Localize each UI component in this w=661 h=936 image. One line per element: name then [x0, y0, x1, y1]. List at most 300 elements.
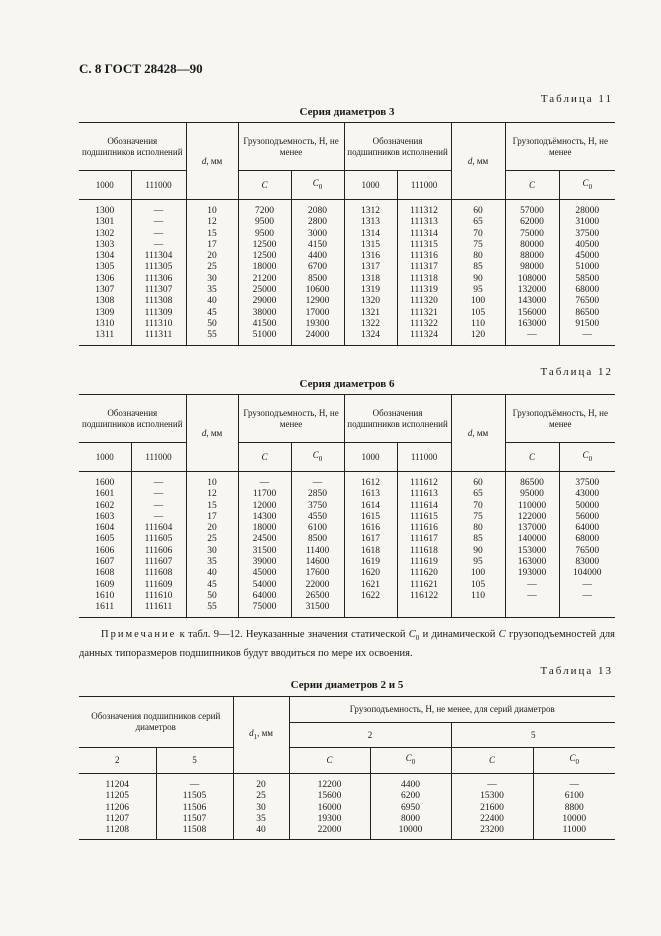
table-cell: 111612: [397, 472, 451, 490]
table-cell: 85: [451, 262, 505, 273]
table-cell: 95: [451, 285, 505, 296]
table-cell: 40: [186, 296, 238, 307]
table-cell: 111614: [397, 501, 451, 512]
table-cell: 70: [451, 501, 505, 512]
table-cell: [397, 602, 451, 617]
table-row: [79, 217, 615, 228]
table-cell: 30: [186, 546, 238, 557]
table-cell: 75000: [238, 602, 291, 617]
table-cell: —: [131, 240, 186, 251]
header-111000: 111000: [397, 171, 451, 200]
table-cell: —: [131, 229, 186, 240]
table-cell: 1610: [95, 590, 115, 601]
table-cell: 1603: [95, 511, 115, 522]
table-cell: 111618: [397, 546, 451, 557]
table-cell: 111309: [131, 308, 186, 319]
table-cell: 1621: [344, 580, 397, 591]
table-cell: 122000: [505, 512, 559, 523]
table-cell: 111615: [397, 512, 451, 523]
table-cell: 105: [451, 308, 505, 319]
header-1000: 1000: [344, 171, 397, 200]
header-c: C: [451, 748, 533, 774]
table-cell: 1602: [95, 500, 115, 511]
table-cell: [505, 602, 559, 617]
table-cell: 90: [451, 274, 505, 285]
table-cell: 4550: [291, 512, 344, 523]
table-cell: 39000: [238, 557, 291, 568]
table-cell: 21600: [451, 803, 533, 814]
table-cell: 40: [233, 825, 289, 840]
table-cell: 1306: [95, 273, 115, 284]
table-cell: 111613: [397, 489, 451, 500]
table-cell: [451, 602, 505, 617]
table-cell: 111616: [397, 523, 451, 534]
table-cell: 1620: [344, 568, 397, 579]
table-cell: 1616: [344, 523, 397, 534]
table-cell: 11507: [156, 814, 233, 825]
table-cell: 15: [186, 229, 238, 240]
header-designation: Обозначения подшипников исполнений: [344, 395, 451, 443]
table-12: [79, 394, 615, 618]
table-cell: 1310: [95, 318, 115, 329]
table-cell: 35: [186, 557, 238, 568]
table-cell: 11700: [238, 489, 291, 500]
table-cell: [559, 602, 615, 617]
table-cell: 18000: [238, 523, 291, 534]
table-cell: 2850: [291, 489, 344, 500]
table-cell: 51000: [559, 262, 615, 273]
header-c: C: [238, 171, 291, 200]
table-cell: 85: [451, 534, 505, 545]
table-cell: 17600: [291, 568, 344, 579]
table-cell: —: [238, 472, 291, 490]
table-cell: 111609: [131, 580, 186, 591]
table-13-label: Таблица 13: [540, 665, 613, 677]
table-11-label: Таблица 11: [540, 93, 613, 105]
table-cell: 100: [451, 296, 505, 307]
table-cell: 1614: [344, 501, 397, 512]
table-cell: 111318: [397, 274, 451, 285]
table-row: [79, 591, 615, 602]
table-cell: 50000: [559, 501, 615, 512]
table-cell: 50: [186, 319, 238, 330]
table-cell: 29000: [238, 296, 291, 307]
table-cell: 54000: [238, 580, 291, 591]
table-cell: 1618: [344, 546, 397, 557]
table-row: [79, 814, 615, 825]
table-cell: —: [291, 472, 344, 490]
table-cell: 6950: [370, 803, 451, 814]
table-cell: 45000: [559, 251, 615, 262]
table-cell: 111311: [131, 330, 186, 345]
table-cell: —: [559, 330, 615, 345]
table-cell: 120: [451, 330, 505, 345]
table-cell: 1605: [95, 534, 115, 545]
table-cell: 111319: [397, 285, 451, 296]
table-cell: 76500: [559, 546, 615, 557]
table-row: [79, 534, 615, 545]
table-row: [79, 501, 615, 512]
table-cell: 1604: [95, 523, 115, 534]
table-cell: 11506: [156, 803, 233, 814]
table-cell: 111621: [397, 580, 451, 591]
table-cell: 1608: [95, 568, 115, 579]
table-cell: 86500: [559, 308, 615, 319]
table-cell: 90: [451, 546, 505, 557]
header-series-2: 2: [79, 748, 156, 774]
note-text: к табл. 9—12. Неуказанные значения статической $C_0$ и динамической C грузоподъемностей для данных типоразмеров подшипников будут вводиться по мере их освоения.: [79, 629, 616, 660]
table-cell: 1314: [344, 229, 397, 240]
table-cell: 76500: [559, 296, 615, 307]
table-cell: 1301: [95, 217, 115, 228]
table-cell: 1322: [344, 319, 397, 330]
table-cell: 30: [186, 274, 238, 285]
table-cell: 58500: [559, 274, 615, 285]
header-111000: 111000: [131, 171, 186, 200]
table-11-title: Серия диаметров 3: [299, 106, 395, 118]
table-cell: 111610: [131, 591, 186, 602]
table-cell: 8000: [370, 814, 451, 825]
table-cell: 64000: [559, 523, 615, 534]
table-cell: —: [451, 774, 533, 792]
table-cell: 100: [451, 568, 505, 579]
table-cell: 111315: [397, 240, 451, 251]
table-cell: 111322: [397, 319, 451, 330]
table-cell: 1313: [344, 217, 397, 228]
table-row: [79, 229, 615, 240]
table-cell: 11207: [105, 813, 129, 824]
table-cell: —: [533, 774, 615, 792]
table-cell: 14300: [238, 512, 291, 523]
table-cell: 153000: [505, 546, 559, 557]
table-cell: 25000: [238, 285, 291, 296]
table-cell: 1309: [95, 307, 115, 318]
table-row: [79, 262, 615, 273]
table-cell: 7200: [238, 200, 291, 218]
table-cell: 111605: [131, 534, 186, 545]
header-designation: Обозначения подшипников исполнений: [79, 395, 186, 443]
table-cell: 24500: [238, 534, 291, 545]
table-cell: 11208: [79, 825, 156, 840]
header-d: d, мм: [451, 395, 505, 472]
table-cell: 111320: [397, 296, 451, 307]
table-cell: 111611: [131, 602, 186, 617]
table-cell: 1303: [95, 239, 115, 250]
table-cell: 15300: [451, 791, 533, 802]
table-cell: 11000: [533, 825, 615, 840]
table-cell: 11205: [105, 791, 129, 802]
table-cell: 86500: [505, 472, 559, 490]
table-row: [79, 489, 615, 500]
table-cell: —: [131, 512, 186, 523]
table-cell: 1311: [79, 330, 131, 345]
table-cell: 25: [186, 534, 238, 545]
table-cell: 110: [451, 591, 505, 602]
table-cell: 12200: [289, 774, 370, 792]
table-cell: 111316: [397, 251, 451, 262]
table-cell: 111305: [131, 262, 186, 273]
table-row: [79, 200, 615, 218]
table-row: [79, 568, 615, 579]
table-cell: 1619: [344, 557, 397, 568]
table-cell: 111306: [131, 274, 186, 285]
table-cell: 111310: [131, 319, 186, 330]
table-cell: 111321: [397, 308, 451, 319]
header-load: Грузоподъемность, Н, не менее: [238, 395, 344, 443]
table-cell: 31000: [559, 217, 615, 228]
table-cell: 1318: [344, 274, 397, 285]
table-cell: 17: [186, 512, 238, 523]
table-cell: 95000: [505, 489, 559, 500]
header-c0: $C_0$: [370, 748, 451, 774]
table-cell: 1615: [344, 512, 397, 523]
table-cell: 8500: [291, 534, 344, 545]
header-d: d, мм: [186, 395, 238, 472]
table-cell: 51000: [238, 330, 291, 345]
table-cell: 193000: [505, 568, 559, 579]
header-111000: 111000: [131, 443, 186, 472]
header-d: d, мм: [186, 123, 238, 200]
table-cell: 6700: [291, 262, 344, 273]
header-designation: Обозначения подшипников исполнений: [79, 123, 186, 171]
table-13: [79, 696, 615, 840]
table-cell: 70: [451, 229, 505, 240]
table-cell: 104000: [559, 568, 615, 579]
table-cell: 111607: [131, 557, 186, 568]
table-cell: —: [505, 591, 559, 602]
table-cell: 111606: [131, 546, 186, 557]
table-cell: 111619: [397, 557, 451, 568]
table-cell: 10: [186, 472, 238, 490]
table-cell: 11400: [291, 546, 344, 557]
table-cell: 60: [451, 472, 505, 490]
table-cell: 111608: [131, 568, 186, 579]
table-cell: 1321: [344, 308, 397, 319]
table-row: [79, 774, 615, 792]
table-12-label: Таблица 12: [540, 366, 613, 378]
table-cell: 12500: [238, 240, 291, 251]
table-cell: 111620: [397, 568, 451, 579]
table-cell: 55: [186, 602, 238, 617]
table-cell: 31500: [238, 546, 291, 557]
table-cell: 21200: [238, 274, 291, 285]
table-cell: 110000: [505, 501, 559, 512]
table-cell: 116122: [397, 591, 451, 602]
table-row: [79, 791, 615, 802]
table-13-title: Серии диаметров 2 и 5: [290, 679, 404, 691]
table-cell: 111324: [397, 330, 451, 345]
table-cell: 10000: [533, 814, 615, 825]
table-cell: 1606: [95, 545, 115, 556]
table-cell: 12000: [238, 501, 291, 512]
table-cell: 111313: [397, 217, 451, 228]
table-cell: 12500: [238, 251, 291, 262]
table-cell: 11508: [156, 825, 233, 840]
table-cell: 8800: [533, 803, 615, 814]
table-cell: 111617: [397, 534, 451, 545]
table-cell: —: [131, 217, 186, 228]
table-cell: 1315: [344, 240, 397, 251]
header-load: Грузоподъёмность, Н, не менее: [505, 123, 615, 171]
header-c: C: [238, 443, 291, 472]
header-series-2: 2: [289, 723, 451, 748]
table-cell: 18000: [238, 262, 291, 273]
table-cell: 111307: [131, 285, 186, 296]
table-cell: —: [131, 501, 186, 512]
header-1000: 1000: [344, 443, 397, 472]
table-cell: 1600: [95, 478, 115, 488]
table-cell: 1622: [344, 591, 397, 602]
table-cell: 140000: [505, 534, 559, 545]
table-cell: 24000: [291, 330, 344, 345]
table-row: [79, 330, 615, 345]
table-cell: —: [559, 580, 615, 591]
table-row: [79, 240, 615, 251]
table-cell: 16000: [289, 803, 370, 814]
table-cell: 1607: [95, 557, 115, 568]
page-header: С. 8 ГОСТ 28428—90: [79, 61, 203, 76]
table-cell: —: [131, 200, 186, 218]
table-cell: 6100: [291, 523, 344, 534]
table-cell: 17000: [291, 308, 344, 319]
table-cell: 110: [451, 319, 505, 330]
table-cell: 1304: [95, 251, 115, 262]
table-cell: 80: [451, 251, 505, 262]
table-cell: 108000: [505, 274, 559, 285]
table-cell: 1302: [95, 228, 115, 239]
table-cell: 75000: [505, 229, 559, 240]
table-cell: 1312: [344, 200, 397, 218]
table-cell: 65: [451, 217, 505, 228]
table-cell: 45000: [238, 568, 291, 579]
header-load: Грузоподъёмность, Н, не менее: [505, 395, 615, 443]
table-cell: 20: [186, 523, 238, 534]
header-c0: $C_0$: [291, 443, 344, 472]
table-cell: 2080: [291, 200, 344, 218]
table-cell: 111314: [397, 229, 451, 240]
table-cell: 1300: [95, 206, 115, 216]
header-d: d, мм: [451, 123, 505, 200]
table-cell: 35: [233, 814, 289, 825]
table-cell: 4150: [291, 240, 344, 251]
table-cell: 137000: [505, 523, 559, 534]
header-c0: $C_0$: [559, 171, 615, 200]
table-cell: 19300: [289, 814, 370, 825]
table-cell: 68000: [559, 285, 615, 296]
table-cell: 83000: [559, 557, 615, 568]
table-cell: 38000: [238, 308, 291, 319]
table-cell: 62000: [505, 217, 559, 228]
header-series-5: 5: [156, 748, 233, 774]
table-cell: 1308: [95, 296, 115, 307]
table-cell: 8500: [291, 274, 344, 285]
table-row: [79, 523, 615, 534]
table-cell: 111304: [131, 251, 186, 262]
table-cell: 1613: [344, 489, 397, 500]
table-row: [79, 296, 615, 307]
table-cell: 30: [233, 803, 289, 814]
table-cell: 6200: [370, 791, 451, 802]
table-cell: 37500: [559, 472, 615, 490]
table-cell: 45: [186, 308, 238, 319]
header-load: Грузоподъемность, Н, не менее, для серий диаметров: [289, 697, 615, 723]
table-cell: 1317: [344, 262, 397, 273]
table-cell: 12: [186, 489, 238, 500]
table-cell: 4400: [291, 251, 344, 262]
table-cell: 1612: [344, 472, 397, 490]
table-cell: 1324: [344, 330, 397, 345]
table-row: [79, 825, 615, 840]
table-cell: 9500: [238, 229, 291, 240]
table-cell: 45: [186, 580, 238, 591]
table-cell: 26500: [291, 591, 344, 602]
table-cell: 1611: [79, 602, 131, 617]
table-cell: 163000: [505, 319, 559, 330]
table-cell: 56000: [559, 512, 615, 523]
table-row: [79, 285, 615, 296]
table-cell: 11206: [105, 802, 129, 813]
table-cell: 28000: [559, 200, 615, 218]
table-cell: 64000: [238, 591, 291, 602]
table-cell: 17: [186, 240, 238, 251]
table-row: [79, 557, 615, 568]
table-cell: 12: [186, 217, 238, 228]
table-cell: 25: [233, 791, 289, 802]
table-cell: 143000: [505, 296, 559, 307]
table-note: [79, 627, 615, 661]
table-cell: 11204: [105, 780, 129, 790]
table-cell: 22000: [289, 825, 370, 840]
table-cell: 111604: [131, 523, 186, 534]
header-c0: $C_0$: [533, 748, 615, 774]
table-cell: 10000: [370, 825, 451, 840]
table-cell: 95: [451, 557, 505, 568]
table-cell: 43000: [559, 489, 615, 500]
table-cell: 1609: [95, 579, 115, 590]
table-11: [79, 122, 615, 346]
header-series-5: 5: [451, 723, 615, 748]
table-cell: 65: [451, 489, 505, 500]
table-cell: —: [156, 774, 233, 792]
table-row: [79, 512, 615, 523]
table-cell: 68000: [559, 534, 615, 545]
table-cell: 1307: [95, 285, 115, 296]
header-1000: 1000: [79, 443, 131, 472]
table-cell: 111312: [397, 200, 451, 218]
table-cell: 60: [451, 200, 505, 218]
table-cell: 37500: [559, 229, 615, 240]
table-cell: 19300: [291, 319, 344, 330]
table-cell: 111308: [131, 296, 186, 307]
table-cell: —: [559, 591, 615, 602]
table-cell: 25: [186, 262, 238, 273]
header-c: C: [289, 748, 370, 774]
table-cell: 111317: [397, 262, 451, 273]
table-cell: 40: [186, 568, 238, 579]
table-cell: 1305: [95, 262, 115, 273]
table-cell: 1320: [344, 296, 397, 307]
header-designation: Обозначения подшипников серий диаметров: [79, 697, 233, 748]
table-cell: 41500: [238, 319, 291, 330]
table-cell: 22400: [451, 814, 533, 825]
header-c0: $C_0$: [559, 443, 615, 472]
table-cell: 75: [451, 240, 505, 251]
table-cell: 31500: [291, 602, 344, 617]
table-cell: 20: [186, 251, 238, 262]
table-cell: 40500: [559, 240, 615, 251]
table-cell: 1601: [95, 489, 115, 500]
table-cell: 10: [186, 200, 238, 218]
